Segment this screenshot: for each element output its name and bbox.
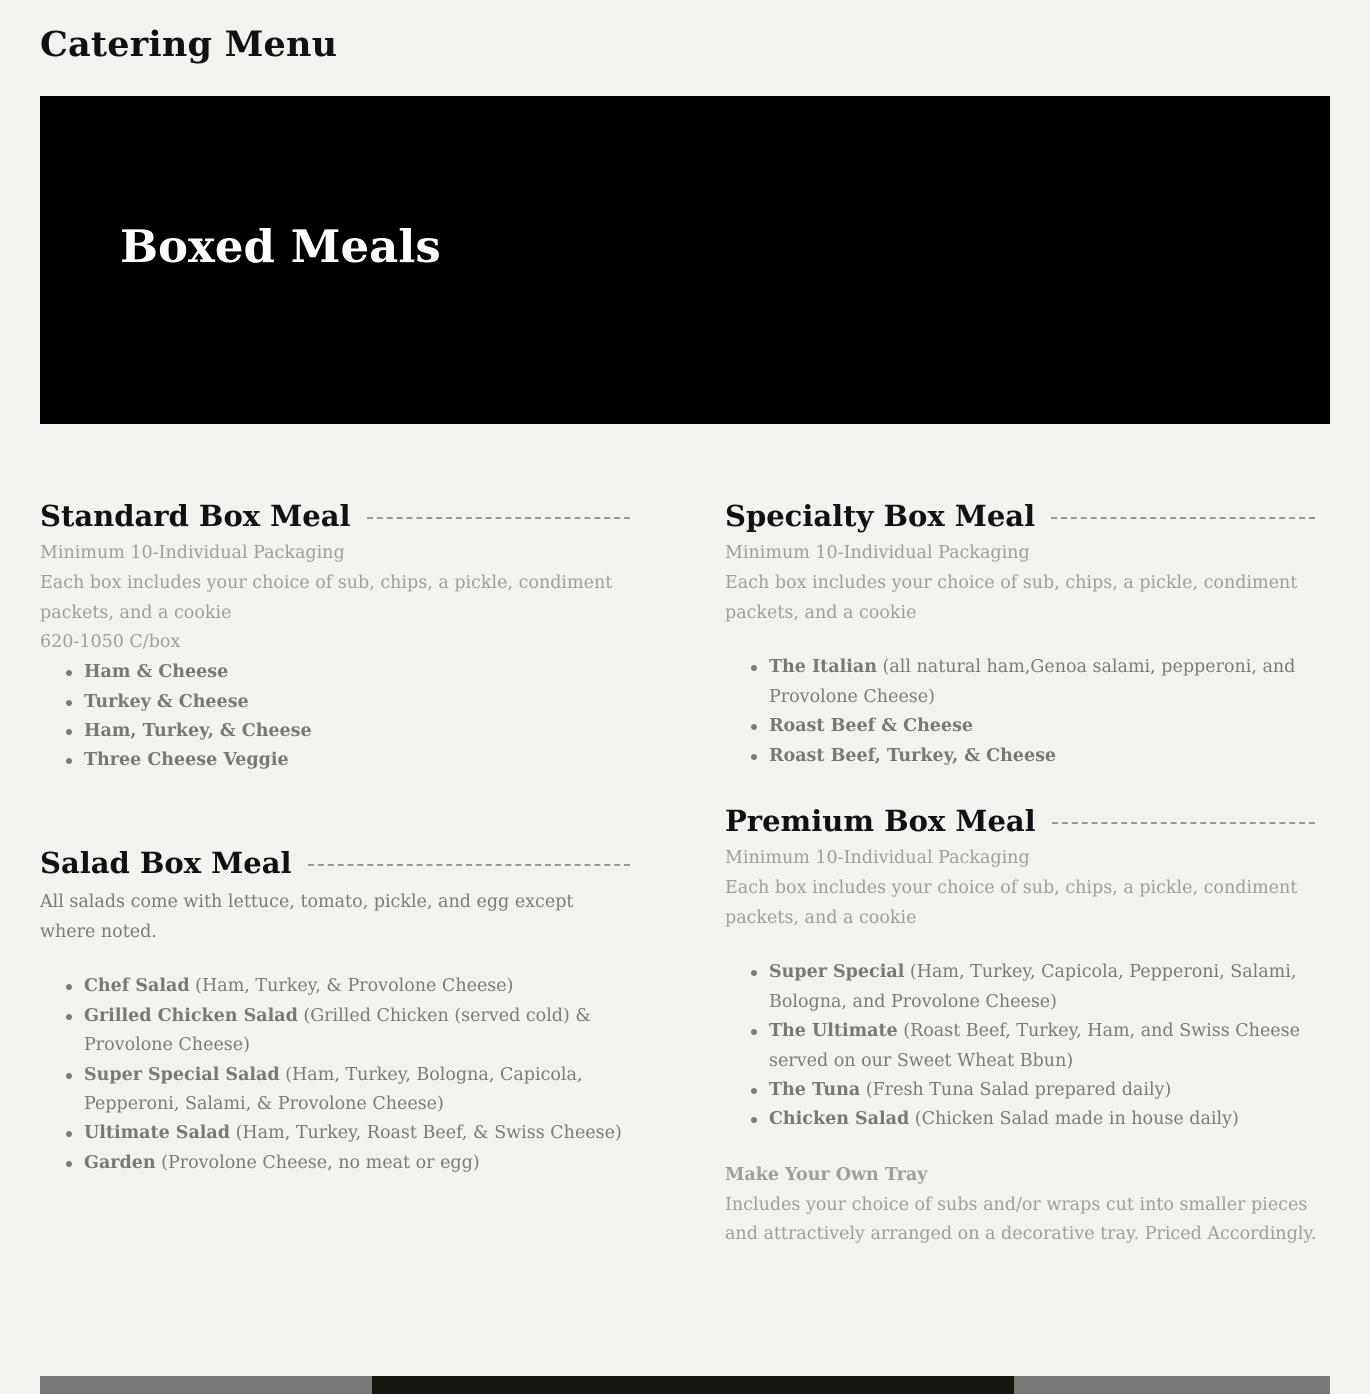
list-item bbox=[769, 653, 1330, 712]
item-name: Super Special bbox=[769, 962, 905, 983]
item-name: The Ultimate bbox=[769, 1021, 898, 1042]
list-item bbox=[769, 958, 1330, 1017]
bottom-image-strip bbox=[40, 1376, 1330, 1394]
section-header bbox=[40, 498, 630, 534]
specialty-box-section bbox=[725, 498, 1330, 771]
section-title: Specialty Box Meal bbox=[725, 499, 1036, 533]
menu-item-list bbox=[725, 653, 1330, 771]
minimum-note: Minimum 10-Individual Packaging bbox=[725, 543, 1030, 563]
page-title: Catering Menu bbox=[40, 24, 338, 65]
item-name: Chef Salad bbox=[84, 976, 190, 997]
section-title: Standard Box Meal bbox=[40, 499, 351, 533]
menu-item-list bbox=[40, 972, 630, 1178]
item-detail: (Ham, Turkey, Roast Beef, & Swiss Cheese) bbox=[230, 1123, 622, 1144]
hero-title: Boxed Meals bbox=[120, 220, 441, 273]
item-name: Three Cheese Veggie bbox=[84, 750, 289, 771]
item-detail: (all natural ham,Genoa salami, pepperoni, and Provolone Cheese) bbox=[769, 657, 1296, 707]
item-name: Grilled Chicken Salad bbox=[84, 1005, 298, 1026]
dashed-divider bbox=[308, 864, 630, 866]
minimum-note: Minimum 10-Individual Packaging bbox=[40, 543, 345, 563]
list-item bbox=[84, 717, 630, 746]
hero-banner bbox=[40, 96, 1330, 424]
list-item bbox=[84, 1149, 630, 1178]
section-description: All salads come with lettuce, tomato, pickle, and egg except where noted. bbox=[40, 891, 574, 942]
item-detail: (Grilled Chicken (served cold) & Provolone Cheese) bbox=[84, 1005, 591, 1056]
menu-item-list bbox=[40, 658, 630, 776]
list-item bbox=[769, 1017, 1330, 1076]
bottom-image-dark-region bbox=[372, 1376, 1014, 1394]
list-item bbox=[84, 1061, 630, 1120]
item-name: Ultimate Salad bbox=[84, 1123, 231, 1144]
item-name: The Tuna bbox=[769, 1080, 861, 1101]
list-item bbox=[84, 688, 630, 717]
item-detail: (Chicken Salad made in house daily) bbox=[909, 1109, 1239, 1130]
dashed-divider bbox=[1052, 822, 1315, 824]
item-detail: (Fresh Tuna Salad prepared daily) bbox=[860, 1080, 1172, 1101]
item-detail: (Provolone Cheese, no meat or egg) bbox=[155, 1152, 480, 1173]
item-name: Super Special Salad bbox=[84, 1064, 280, 1085]
tray-description: Includes your choice of subs and/or wraps cut into smaller pieces and attractively arranged on a decorative tray. Priced Accordingly. bbox=[725, 1194, 1317, 1245]
item-name: Ham & Cheese bbox=[84, 662, 229, 683]
minimum-note: Minimum 10-Individual Packaging bbox=[725, 848, 1030, 869]
item-name: The Italian bbox=[769, 657, 877, 678]
salad-box-section bbox=[40, 845, 630, 1178]
list-item bbox=[769, 1076, 1330, 1105]
list-item bbox=[769, 1105, 1330, 1134]
item-name: Roast Beef & Cheese bbox=[769, 716, 974, 737]
item-detail: (Ham, Turkey, Bologna, Capicola, Pepperoni, Salami, & Provolone Cheese) bbox=[84, 1064, 583, 1115]
item-detail: (Roast Beef, Turkey, Ham, and Swiss Cheese served on our Sweet Wheat Bbun) bbox=[769, 1021, 1300, 1071]
right-column bbox=[725, 498, 1330, 1250]
item-name: Ham, Turkey, & Cheese bbox=[84, 721, 312, 741]
list-item bbox=[84, 746, 630, 775]
section-header bbox=[725, 803, 1330, 839]
section-title: Salad Box Meal bbox=[40, 845, 292, 880]
section-title: Premium Box Meal bbox=[725, 804, 1036, 839]
item-name: Garden bbox=[84, 1152, 156, 1173]
section-description: Each box includes your choice of sub, chips, a pickle, condiment packets, and a cookie bbox=[725, 877, 1298, 928]
premium-box-section bbox=[725, 803, 1330, 1135]
item-name: Chicken Salad bbox=[769, 1109, 910, 1130]
list-item bbox=[84, 1119, 630, 1148]
tray-section bbox=[725, 1161, 1330, 1250]
tray-title: Make Your Own Tray bbox=[725, 1164, 928, 1185]
menu-item-list bbox=[725, 958, 1330, 1134]
left-column bbox=[40, 498, 630, 1178]
calorie-info: 620-1050 C/box bbox=[40, 632, 181, 653]
item-name: Turkey & Cheese bbox=[84, 691, 249, 712]
dashed-divider bbox=[1051, 517, 1315, 519]
item-detail: (Ham, Turkey, Capicola, Pepperoni, Salami, Bologna, and Provolone Cheese) bbox=[769, 962, 1297, 1012]
item-detail: (Ham, Turkey, & Provolone Cheese) bbox=[189, 976, 514, 997]
section-description: Each box includes your choice of sub, chips, a pickle, condiment packets, and a cookie bbox=[40, 572, 613, 623]
list-item bbox=[769, 742, 1330, 771]
list-item bbox=[84, 658, 630, 687]
section-header bbox=[725, 498, 1330, 534]
item-name: Roast Beef, Turkey, & Cheese bbox=[769, 745, 1057, 766]
dashed-divider bbox=[367, 517, 630, 519]
section-header bbox=[40, 845, 630, 881]
list-item bbox=[84, 972, 630, 1001]
section-description: Each box includes your choice of sub, chips, a pickle, condiment packets, and a cookie bbox=[725, 572, 1298, 623]
list-item bbox=[769, 712, 1330, 741]
standard-box-section bbox=[40, 498, 630, 776]
list-item bbox=[84, 1002, 630, 1061]
